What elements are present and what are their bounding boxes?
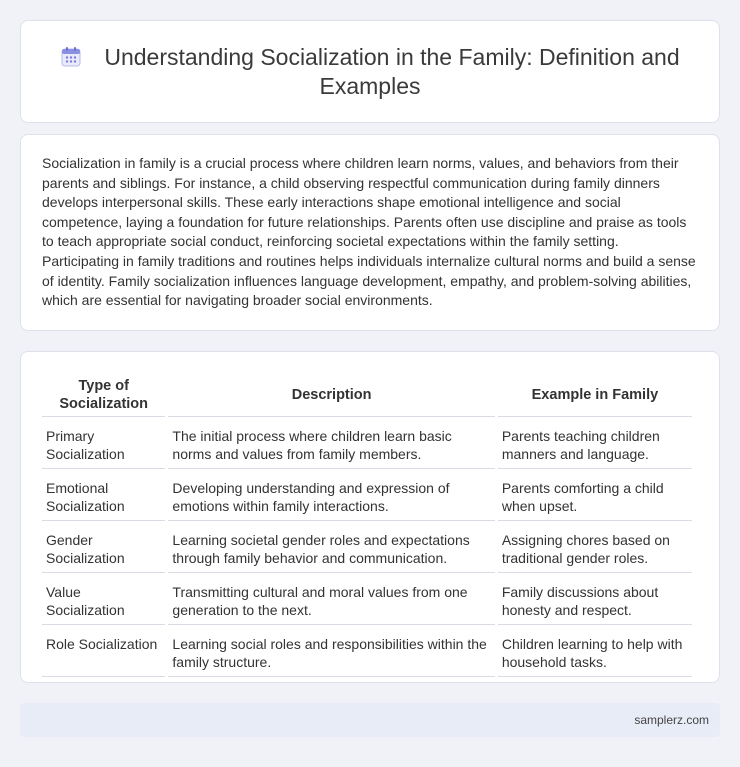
intro-paragraph: Socialization in family is a crucial process where children learn norms, values, and behaviors from their parents and siblings. For instance, a child observing respectful communication during family dinners develops interpersonal skills. These early interactions shape emotional intelligence and social competence, laying a foundation for future relationships. Parents often use discipline and praise as tools to teach appropriate social conduct, reinforcing societal expectations within the family setting. Participating in family traditions and routines helps individuals internalize cultural norms and build a sense of identity. Family socialization influences language development, empathy, and problem-solving abilities, which are essential for navigating broader social environments. bbox=[42, 155, 696, 309]
cell-example: Family discussions about honesty and respect. bbox=[498, 575, 692, 625]
page-title: Understanding Socialization in the Family: Definition and Examples bbox=[104, 43, 680, 99]
cell-type: Value Socialization bbox=[42, 575, 165, 625]
cell-description: The initial process where children learn basic norms and values from family members. bbox=[168, 419, 494, 469]
table-row bbox=[42, 471, 692, 521]
table-header-row bbox=[42, 374, 692, 417]
table-card bbox=[20, 351, 720, 683]
footer-site-link[interactable]: samplerz.com bbox=[634, 713, 709, 727]
cell-example: Children learning to help with household tasks. bbox=[498, 627, 692, 677]
cell-description: Learning social roles and responsibilities within the family structure. bbox=[168, 627, 494, 677]
cell-description: Developing understanding and expression of emotions within family interactions. bbox=[168, 471, 494, 521]
header-description: Description bbox=[168, 374, 494, 417]
socialization-table bbox=[39, 372, 695, 679]
cell-type: Emotional Socialization bbox=[42, 471, 165, 521]
title-card bbox=[20, 20, 720, 123]
header-type: Type of Socialization bbox=[42, 374, 165, 417]
table-row bbox=[42, 523, 692, 573]
table-row bbox=[42, 627, 692, 677]
cell-type: Role Socialization bbox=[42, 627, 165, 677]
cell-type: Primary Socialization bbox=[42, 419, 165, 469]
cell-description: Transmitting cultural and moral values from one generation to the next. bbox=[168, 575, 494, 625]
cell-description: Learning societal gender roles and expectations through family behavior and communication. bbox=[168, 523, 494, 573]
cell-example: Parents teaching children manners and language. bbox=[498, 419, 692, 469]
cell-example: Assigning chores based on traditional gender roles. bbox=[498, 523, 692, 573]
page-title-wrap bbox=[60, 43, 680, 101]
intro-card bbox=[20, 134, 720, 331]
header-example: Example in Family bbox=[498, 374, 692, 417]
table-row bbox=[42, 419, 692, 469]
cell-example: Parents comforting a child when upset. bbox=[498, 471, 692, 521]
calendar-icon bbox=[60, 46, 82, 68]
cell-type: Gender Socialization bbox=[42, 523, 165, 573]
footer bbox=[20, 703, 720, 737]
table-row bbox=[42, 575, 692, 625]
